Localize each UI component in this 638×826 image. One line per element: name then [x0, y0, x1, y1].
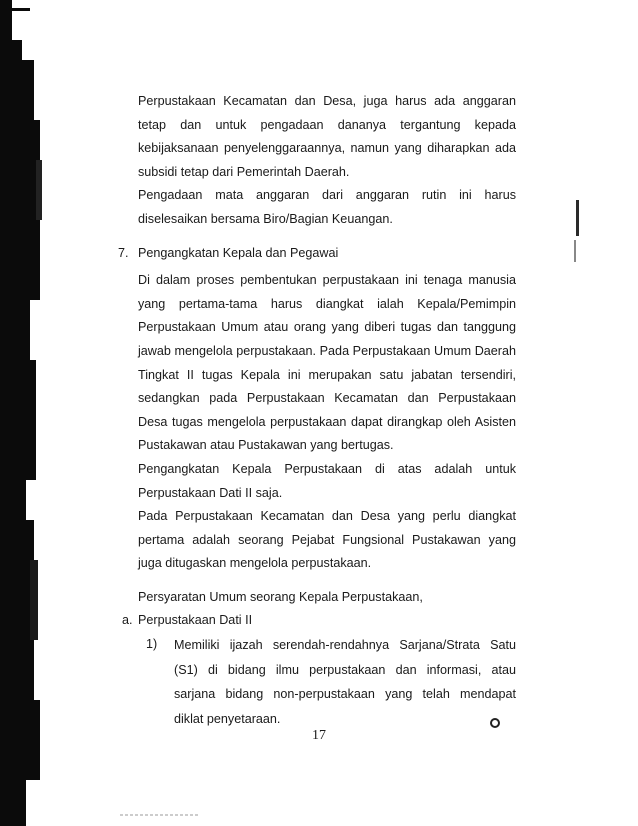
intro-line: subsidi tetap dari Pemerintah Daerah. — [138, 164, 350, 179]
item1-line: sarjana bidang non-perpustakaan yang telah mendapat — [174, 687, 516, 702]
para1-line: Perpustakaan Umum atau orang yang diberi tugas dan tanggung — [138, 320, 516, 335]
section-number: 7. — [118, 245, 129, 260]
section-paragraph-1 — [138, 269, 516, 458]
sub-a-marker: a. — [122, 613, 133, 628]
para1-line: Pustakawan atau Pustakawan yang bertugas. — [138, 438, 394, 453]
para1-line: Tingkat II tugas Kepala ini merupakan satu jabatan tersendiri, — [138, 367, 516, 382]
section-heading — [118, 242, 516, 266]
requirements-heading: Persyaratan Umum seorang Kepala Perpustakaan, — [138, 589, 423, 604]
scan-artifact-bottom-line — [120, 812, 200, 818]
intro-paragraph — [138, 90, 516, 184]
intro-line: kebijaksanaan penyelenggaraannya, namun yang diharapkan ada — [138, 141, 516, 156]
para1-line: sedangkan pada Perpustakaan Kecamatan dan Perpustakaan — [138, 391, 516, 406]
para3-line: juga ditugaskan mengelola perpustakaan. — [138, 556, 372, 571]
list-item — [146, 633, 516, 731]
item-1-marker: 1) — [146, 637, 158, 652]
para1-line: Di dalam proses pembentukan perpustakaan ini tenaga manusia — [138, 273, 516, 288]
item1-line: Memiliki ijazah serendah-rendahnya Sarjana/Strata Satu — [174, 638, 516, 653]
scan-artifact-right — [570, 200, 584, 270]
item-1-text — [174, 633, 516, 731]
scan-binding-edge — [0, 0, 46, 826]
sub-a-title: Perpustakaan Dati II — [138, 613, 253, 628]
para1-line: Desa tugas mengelola perpustakaan dapat dirangkap oleh Asisten — [138, 414, 516, 429]
section-paragraph-3 — [138, 505, 516, 576]
para3-line: pertama adalah seorang Pejabat Fungsional Pustakawan yang — [138, 532, 516, 547]
intro2-line: diselesaikan bersama Biro/Bagian Keuangan. — [138, 211, 393, 226]
item1-line: (S1) di bidang ilmu perpustakaan dan informasi, atau — [174, 662, 516, 677]
page-number: 17 — [312, 728, 326, 743]
para1-line: yang pertama-tama harus diangkat ialah Kepala/Pemimpin — [138, 296, 516, 311]
intro-paragraph-2 — [138, 184, 516, 231]
intro-line: Perpustakaan Kecamatan dan Desa, juga harus ada anggaran — [138, 94, 516, 108]
para2-line: Pengangkatan Kepala Perpustakaan di atas adalah untuk — [138, 461, 516, 476]
requirements-list — [146, 633, 516, 731]
document-body — [118, 90, 516, 731]
para2-line: Perpustakaan Dati II saja. — [138, 485, 283, 500]
section-title: Pengangkatan Kepala dan Pegawai — [138, 245, 339, 260]
item1-line: diklat penyetaraan. — [174, 711, 281, 726]
para1-line: jawab mengelola perpustakaan. Pada Perpustakaan Umum Daerah — [138, 343, 516, 358]
section-paragraph-2 — [138, 458, 516, 505]
sub-heading-a — [122, 609, 516, 633]
intro2-line: Pengadaan mata anggaran dari anggaran rutin ini harus — [138, 188, 516, 203]
intro-line: tetap dan untuk pengadaan dananya tergantung kepada — [138, 117, 516, 132]
para3-line: Pada Perpustakaan Kecamatan dan Desa yang perlu diangkat — [138, 509, 516, 524]
